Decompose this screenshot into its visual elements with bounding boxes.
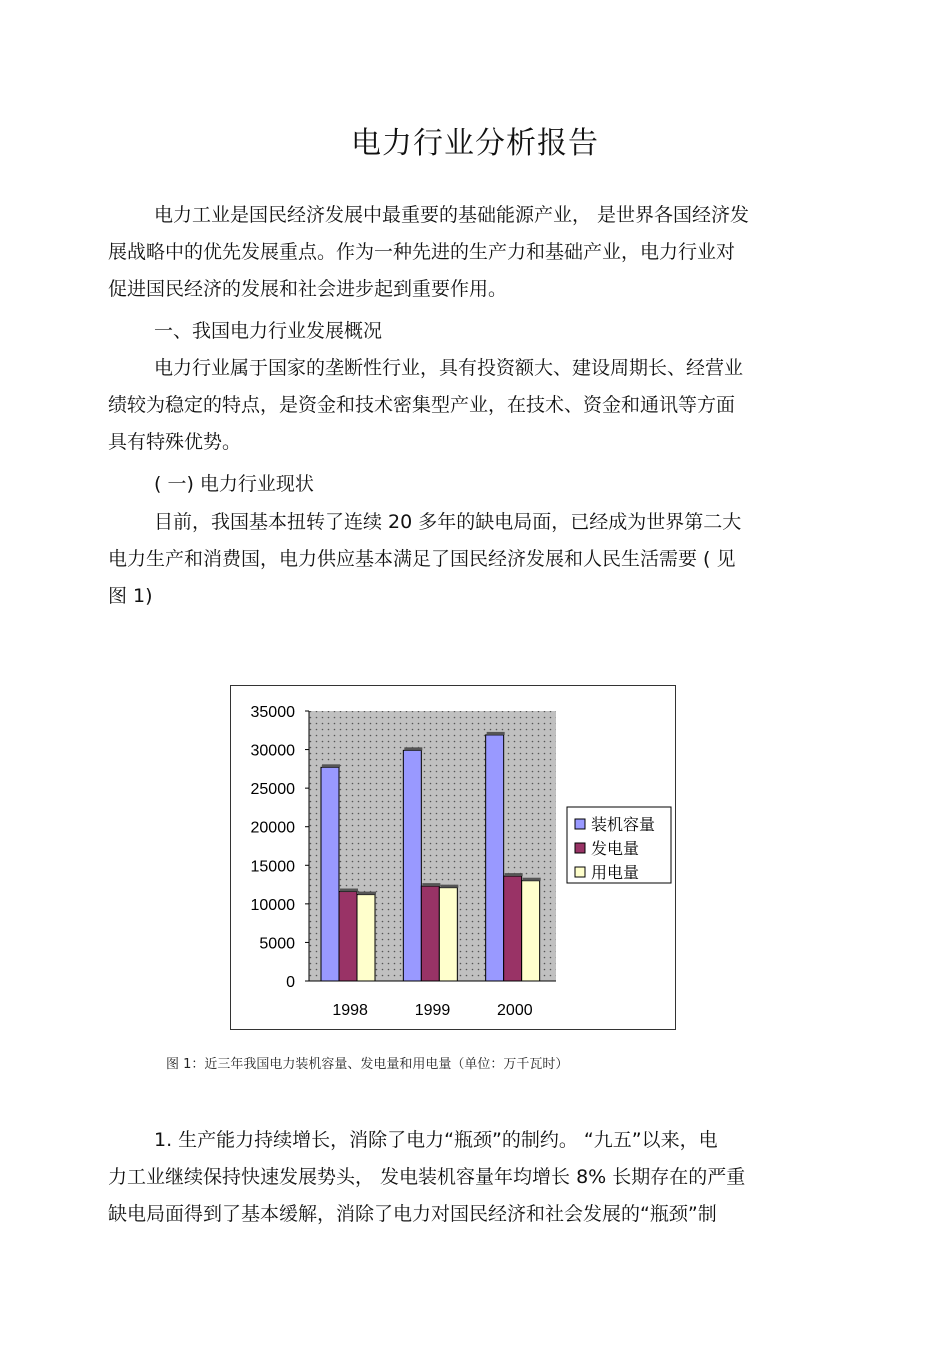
bar-top-shade: [487, 732, 505, 735]
section1-line: 电力行业属于国家的垄断性行业，具有投资额大、建设周期长、经营业: [154, 357, 744, 379]
section1-line: 具有特殊优势。: [108, 431, 242, 453]
intro-line: 展战略中的优先发展重点。作为一种先进的生产力和基础产业，电力行业对: [108, 241, 736, 263]
legend-label: 用电量: [591, 863, 640, 882]
status-line: 图 1): [108, 585, 153, 607]
point1-line: 缺电局面得到了基本缓解，消除了电力对国民经济和社会发展的“瓶颈”制: [108, 1203, 717, 1225]
y-tick-label: 0: [286, 974, 295, 991]
section1-line: 绩较为稳定的特点，是资金和技术密集型产业，在技术、资金和通讯等方面: [108, 394, 736, 416]
bar-top-shade: [523, 878, 541, 881]
bar: [504, 876, 522, 981]
y-tick-label: 25000: [250, 781, 295, 799]
bar: [321, 767, 339, 981]
legend-label: 装机容量: [591, 815, 656, 834]
y-tick-label: 15000: [250, 858, 295, 876]
bar-top-shade: [322, 764, 340, 767]
y-tick-label: 10000: [250, 896, 295, 914]
point1-line: 力工业继续保持快速发展势头， 发电装机容量年均增长 8% 长期存在的严重: [108, 1166, 746, 1188]
bar: [486, 735, 504, 981]
document-title: 电力行业分析报告: [351, 126, 599, 161]
bar: [357, 895, 375, 981]
intro-line: 促进国民经济的发展和社会进步起到重要作用。: [108, 278, 508, 300]
intro-paragraph: [108, 197, 848, 308]
y-tick-label: 5000: [259, 935, 295, 953]
subsection1-heading-block: [108, 466, 848, 503]
bar-top-shade: [404, 747, 422, 750]
figure-caption: 图 1：近三年我国电力装机容量、发电量和用电量（单位：万千瓦时）: [166, 1057, 569, 1072]
bar-top-shade: [340, 889, 358, 892]
point1-line: 1. 生产能力持续增长，消除了电力“瓶颈”的制约。 “九五”以来，电: [154, 1129, 718, 1151]
legend-swatch: [575, 867, 585, 877]
intro-line: 电力工业是国民经济发展中最重要的基础能源产业， 是世界各国经济发: [154, 204, 750, 226]
legend-label: 发电量: [591, 839, 640, 858]
status-line: 电力生产和消费国，电力供应基本满足了国民经济发展和人民生活需要 ( 见: [108, 548, 736, 570]
point1-paragraph: [108, 1122, 848, 1233]
bar-top-shade: [505, 873, 523, 876]
status-paragraph: [108, 504, 848, 615]
status-line: 目前，我国基本扭转了连续 20 多年的缺电局面，已经成为世界第二大: [154, 511, 742, 533]
bar: [522, 881, 540, 981]
bar-top-shade: [358, 892, 376, 895]
y-tick-label: 20000: [250, 819, 295, 837]
bar: [439, 888, 457, 981]
bar: [403, 750, 421, 981]
legend-swatch: [575, 819, 585, 829]
section1-paragraph: [108, 350, 848, 461]
x-tick-label: 2000: [497, 1002, 533, 1019]
bar-chart-svg: [231, 686, 677, 1031]
x-tick-label: 1998: [332, 1002, 368, 1019]
figure-1-chart: [230, 685, 676, 1030]
bar: [421, 886, 439, 981]
bar-top-shade: [440, 885, 458, 888]
section1-heading-block: [108, 313, 848, 350]
x-tick-label: 1999: [414, 1002, 451, 1019]
section1-heading: 一、我国电力行业发展概况: [154, 320, 383, 342]
bar-top-shade: [422, 883, 440, 886]
y-tick-label: 30000: [250, 742, 295, 760]
subsection1-heading: ( 一) 电力行业现状: [154, 473, 314, 495]
legend-swatch: [575, 843, 585, 853]
y-tick-label: 35000: [250, 704, 295, 721]
bar: [339, 892, 357, 981]
